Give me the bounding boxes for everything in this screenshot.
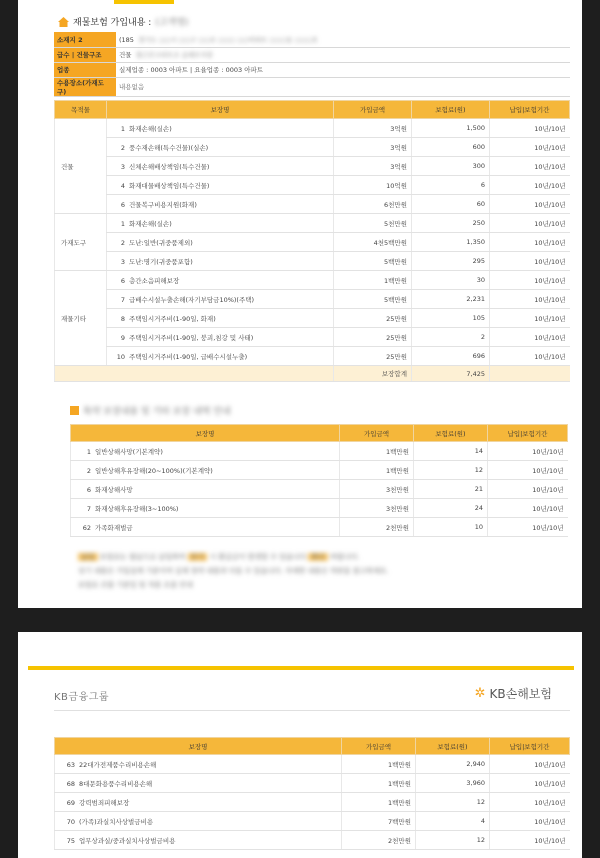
coverage-row — [55, 309, 570, 328]
coverage-premium: 6 — [412, 176, 490, 195]
col-header-premium: 보험료(원) — [414, 425, 488, 442]
coverage-period: 10년/10년 — [490, 119, 570, 138]
coverage-number: 6 — [120, 276, 125, 285]
special-coverage-table-continued — [54, 737, 570, 850]
kb-group-logo: KB금융그룹 — [54, 692, 110, 703]
kb-star-icon: ✲ — [474, 686, 486, 701]
col-header-amount: 가입금액 — [340, 425, 414, 442]
special-amount: 7백만원 — [342, 812, 416, 831]
coverage-premium: 600 — [412, 138, 490, 157]
coverage-name-cell — [107, 233, 334, 252]
special-row — [55, 755, 570, 774]
coverage-amount: 3억원 — [334, 119, 412, 138]
coverage-name: 풍수재손해(특수건물)(실손) — [129, 143, 209, 152]
section-title — [58, 15, 188, 28]
coverage-number: 7 — [120, 295, 125, 304]
special-row — [55, 774, 570, 793]
coverage-row — [55, 347, 570, 366]
coverage-amount: 1백만원 — [334, 271, 412, 290]
special-row — [55, 831, 570, 850]
coverage-name-cell — [107, 176, 334, 195]
coverage-row — [55, 252, 570, 271]
coverage-name: 화재손해(실손) — [129, 124, 172, 133]
coverage-amount: 5백만원 — [334, 252, 412, 271]
special-amount: 1백만원 — [342, 774, 416, 793]
special-premium: 12 — [416, 793, 490, 812]
coverage-period: 10년/10년 — [490, 176, 570, 195]
footnote-line: 상기 내용은 가입설계 기준이며 실제 청약 내용과 다를 수 있습니다. 자세한 내용은 약관을 참고하세요. — [78, 567, 389, 575]
coverage-period: 10년/10년 — [490, 195, 570, 214]
coverage-premium: 250 — [412, 214, 490, 233]
coverage-period: 10년/10년 — [490, 328, 570, 347]
special-premium: 2,940 — [416, 755, 490, 774]
coverage-premium: 105 — [412, 309, 490, 328]
customer-name: (고객명) — [155, 18, 189, 28]
special-name-cell — [55, 812, 342, 831]
special-name: 22대가전제품수리비용손해 — [79, 760, 157, 769]
property-info-table — [54, 32, 570, 97]
coverage-premium: 60 — [412, 195, 490, 214]
coverage-number: 10 — [116, 352, 125, 361]
special-name-cell — [71, 480, 340, 499]
special-amount: 3천만원 — [340, 499, 414, 518]
special-number: 62 — [82, 523, 91, 532]
special-period: 10년/10년 — [490, 793, 570, 812]
coverage-number: 3 — [120, 162, 125, 171]
col-header-period: 납입|보험기간 — [488, 425, 568, 442]
coverage-number: 9 — [120, 333, 125, 342]
special-period: 10년/10년 — [490, 831, 570, 850]
top-accent-tab — [114, 0, 174, 4]
coverage-premium: 30 — [412, 271, 490, 290]
special-row — [55, 812, 570, 831]
coverage-name: 층간소음피해보장 — [129, 276, 180, 285]
col-header-premium: 보험료(원) — [416, 738, 490, 755]
info-row — [54, 32, 570, 47]
coverage-period: 10년/10년 — [490, 290, 570, 309]
col-header-period: 납입|보험기간 — [490, 738, 570, 755]
info-row — [54, 77, 570, 96]
special-name: 일반상해후유장해(20~100%)(기본계약) — [95, 466, 213, 475]
document-page-2 — [18, 632, 582, 858]
coverage-name: 주택임시거주비(1-90일, 급배수시설누출) — [129, 352, 248, 361]
info-value: 건물 — [119, 51, 132, 59]
coverage-row — [55, 176, 570, 195]
info-value: (185 — [119, 35, 134, 44]
coverage-premium: 2 — [412, 328, 490, 347]
special-premium: 14 — [414, 442, 488, 461]
special-row — [71, 461, 568, 480]
special-number: 68 — [66, 779, 75, 788]
info-label: 수용장소(가재도구) — [54, 77, 116, 96]
coverage-row — [55, 233, 570, 252]
info-value-redacted: 철근콘크리트조 슬래브지붕 — [135, 51, 213, 59]
col-header-amount: 가입금액 — [342, 738, 416, 755]
special-name-cell — [71, 499, 340, 518]
special-amount: 2천만원 — [342, 831, 416, 850]
special-row — [71, 499, 568, 518]
coverage-row — [55, 157, 570, 176]
total-label: 보장합계 — [334, 366, 412, 382]
special-amount: 2천만원 — [340, 518, 414, 537]
coverage-group-name: 가재도구 — [55, 214, 107, 271]
special-section-title — [70, 404, 231, 417]
footnote-line: 납입 보험료는 월납으로 납입하며 만기 시 환급금이 발생할 수 있습니다 확인 바랍니다. — [78, 550, 568, 564]
coverage-period: 10년/10년 — [490, 214, 570, 233]
special-row — [71, 442, 568, 461]
coverage-name: 화재손해(실손) — [129, 219, 172, 228]
coverage-name-cell — [107, 214, 334, 233]
coverage-row — [55, 271, 570, 290]
special-row — [55, 793, 570, 812]
col-header-coverage: 보장명 — [107, 101, 334, 119]
coverage-period: 10년/10년 — [490, 252, 570, 271]
special-amount: 1백만원 — [340, 461, 414, 480]
special-period: 10년/10년 — [490, 774, 570, 793]
coverage-amount: 3억원 — [334, 138, 412, 157]
info-row — [54, 47, 570, 62]
coverage-name: 도난:일반(귀중품제외) — [129, 238, 193, 247]
info-label: 소재지 2 — [54, 32, 116, 47]
coverage-row — [55, 328, 570, 347]
coverage-amount: 25만원 — [334, 347, 412, 366]
coverage-name-cell — [107, 252, 334, 271]
col-header-premium: 보험료(원) — [412, 101, 490, 119]
coverage-name-cell — [107, 119, 334, 138]
special-name: 강력범죄피해보장 — [79, 798, 130, 807]
info-value: 내용없음 — [119, 83, 145, 91]
special-premium: 12 — [416, 831, 490, 850]
special-premium: 24 — [414, 499, 488, 518]
coverage-number: 4 — [120, 181, 125, 190]
coverage-period: 10년/10년 — [490, 347, 570, 366]
info-value-redacted: 경기도 ○○시 ○○구 ○○로 ○○○ ○○아파트 ○○○동 ○○○호 — [137, 35, 318, 44]
coverage-period: 10년/10년 — [490, 271, 570, 290]
special-name-cell — [71, 461, 340, 480]
coverage-number: 3 — [120, 257, 125, 266]
special-row — [71, 518, 568, 537]
coverage-premium: 2,231 — [412, 290, 490, 309]
special-number: 69 — [66, 798, 75, 807]
footnotes — [78, 550, 568, 592]
coverage-period: 10년/10년 — [490, 138, 570, 157]
coverage-name-cell — [107, 290, 334, 309]
document-page-1 — [18, 0, 582, 608]
coverage-group-name: 재물기타 — [55, 271, 107, 366]
coverage-number: 6 — [120, 200, 125, 209]
special-amount: 1백만원 — [342, 755, 416, 774]
special-period: 10년/10년 — [488, 499, 568, 518]
special-premium: 21 — [414, 480, 488, 499]
section-title-text: 재물보험 가입내용 : — [73, 18, 152, 28]
special-header-row — [55, 738, 570, 755]
special-name-cell — [71, 518, 340, 537]
coverage-name: 주택임시거주비(1-90일, 화재) — [129, 314, 216, 323]
coverage-name-cell — [107, 195, 334, 214]
home-icon — [58, 17, 69, 27]
coverage-name-cell — [107, 271, 334, 290]
total-value: 7,425 — [412, 366, 490, 382]
special-coverage-table — [70, 424, 568, 537]
coverage-premium: 1,500 — [412, 119, 490, 138]
special-name: 일반상해사망(기본계약) — [95, 447, 163, 456]
total-spacer — [490, 366, 570, 382]
special-name: 화재상해후유장해(3~100%) — [95, 504, 179, 513]
coverage-amount: 25만원 — [334, 328, 412, 347]
special-number: 2 — [86, 466, 91, 475]
footnote-line: 보험료 산출 기준일 및 적용 요율 안내 — [78, 581, 193, 589]
special-name: 화재상해사망 — [95, 485, 133, 494]
coverage-row — [55, 138, 570, 157]
kb-insurance-logo-text: KB손해보험 — [489, 687, 552, 701]
special-name-cell — [55, 831, 342, 850]
coverage-amount: 5백만원 — [334, 290, 412, 309]
coverage-number: 2 — [120, 143, 125, 152]
coverage-number: 1 — [120, 219, 125, 228]
special-number: 75 — [66, 836, 75, 845]
special-period: 10년/10년 — [488, 480, 568, 499]
special-period: 10년/10년 — [488, 442, 568, 461]
col-header-amount: 가입금액 — [334, 101, 412, 119]
coverage-name-cell — [107, 347, 334, 366]
coverage-row — [55, 119, 570, 138]
special-name-cell — [55, 793, 342, 812]
coverage-name-cell — [107, 328, 334, 347]
special-period: 10년/10년 — [488, 461, 568, 480]
special-number: 70 — [66, 817, 75, 826]
special-premium: 4 — [416, 812, 490, 831]
coverage-period: 10년/10년 — [490, 233, 570, 252]
special-premium: 3,960 — [416, 774, 490, 793]
special-amount: 1백만원 — [340, 442, 414, 461]
coverage-amount: 3억원 — [334, 157, 412, 176]
coverage-name: 화재대물배상책임(특수건물) — [129, 181, 210, 190]
coverage-amount: 5천만원 — [334, 214, 412, 233]
coverage-amount: 25만원 — [334, 309, 412, 328]
coverage-number: 2 — [120, 238, 125, 247]
special-period: 10년/10년 — [488, 518, 568, 537]
special-name: 업무상과실/중과실치사상벌금비용 — [79, 836, 176, 845]
coverage-amount: 10억원 — [334, 176, 412, 195]
coverage-name-cell — [107, 138, 334, 157]
coverage-row — [55, 195, 570, 214]
special-premium: 10 — [414, 518, 488, 537]
coverage-name: 급배수시설누출손해(자기부담금10%)(주택) — [129, 295, 255, 304]
special-header-row — [71, 425, 568, 442]
coverage-name: 건물복구비용지원(화재) — [129, 200, 197, 209]
special-row — [71, 480, 568, 499]
special-name-cell — [55, 755, 342, 774]
special-name: (가족)과실치사상벌금비용 — [79, 817, 154, 826]
coverage-group-name: 건물 — [55, 119, 107, 214]
coverage-row — [55, 290, 570, 309]
info-label: 업종 — [54, 62, 116, 77]
divider — [54, 710, 570, 711]
special-number: 6 — [86, 485, 91, 494]
coverage-premium: 1,350 — [412, 233, 490, 252]
coverage-name: 도난:명기(귀중품포함) — [129, 257, 193, 266]
coverage-number: 8 — [120, 314, 125, 323]
coverage-table — [54, 100, 570, 382]
coverage-header-row — [55, 101, 570, 119]
special-period: 10년/10년 — [490, 812, 570, 831]
special-section-title-text: 특약 보장내용 및 기타 보장 내역 안내 — [83, 407, 231, 417]
info-label: 급수 | 건물구조 — [54, 47, 116, 62]
info-value: 실제업종 : 0003 아파트 | 요율업종 : 0003 아파트 — [119, 66, 264, 74]
col-header-period: 납입|보험기간 — [490, 101, 570, 119]
coverage-name-cell — [107, 309, 334, 328]
special-name-cell — [71, 442, 340, 461]
coverage-amount: 6천만원 — [334, 195, 412, 214]
special-number: 7 — [86, 504, 91, 513]
col-header-object: 목적물 — [55, 101, 107, 119]
info-value-cell — [116, 32, 570, 47]
coverage-row — [55, 214, 570, 233]
special-name-cell — [55, 774, 342, 793]
info-value-cell — [116, 47, 570, 62]
col-header-coverage: 보장명 — [55, 738, 342, 755]
kb-insurance-logo — [475, 685, 552, 702]
coverage-name: 신체손해배상책임(특수건물) — [129, 162, 210, 171]
coverage-total-row — [55, 366, 570, 382]
coverage-premium: 295 — [412, 252, 490, 271]
total-spacer — [55, 366, 334, 382]
info-value-cell — [116, 77, 570, 96]
coverage-premium: 300 — [412, 157, 490, 176]
coverage-number: 1 — [120, 124, 125, 133]
special-amount: 3천만원 — [340, 480, 414, 499]
section-bullet-icon — [70, 406, 79, 415]
col-header-coverage: 보장명 — [71, 425, 340, 442]
coverage-period: 10년/10년 — [490, 309, 570, 328]
info-value-cell — [116, 62, 570, 77]
special-number: 1 — [86, 447, 91, 456]
special-number: 63 — [66, 760, 75, 769]
coverage-name-cell — [107, 157, 334, 176]
special-premium: 12 — [414, 461, 488, 480]
coverage-premium: 696 — [412, 347, 490, 366]
info-row — [54, 62, 570, 77]
coverage-name: 주택임시거주비(1-90일, 붕괴,침강 및 사태) — [129, 333, 254, 342]
special-name: 8대문화용품수리비용손해 — [79, 779, 153, 788]
special-name: 가족화재벌금 — [95, 523, 133, 532]
coverage-period: 10년/10년 — [490, 157, 570, 176]
brand-accent-bar — [28, 666, 574, 670]
coverage-amount: 4천5백만원 — [334, 233, 412, 252]
special-amount: 1백만원 — [342, 793, 416, 812]
special-period: 10년/10년 — [490, 755, 570, 774]
